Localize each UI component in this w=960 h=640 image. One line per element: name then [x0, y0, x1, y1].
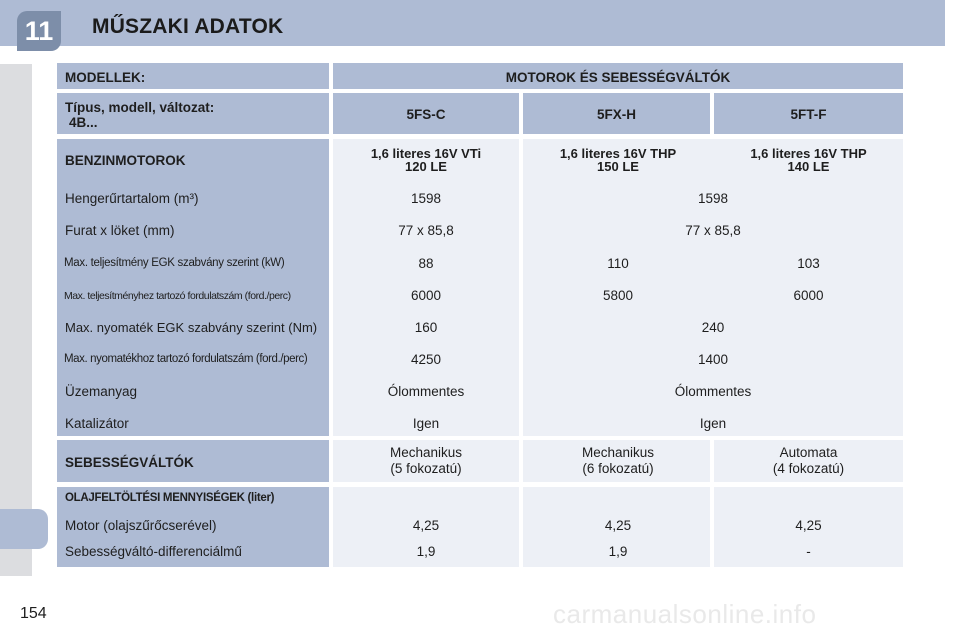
- gearbox-cell-3: [714, 440, 903, 482]
- chapter-side-tab: [0, 509, 48, 549]
- chapter-badge: 11: [17, 11, 61, 51]
- row-label-torque: Max. nyomaték EGK szabvány szerint (Nm): [65, 320, 318, 335]
- type-label-cell: [57, 93, 329, 134]
- gearbox-cell-1: [333, 440, 519, 482]
- engine-name-line1: 1,6 literes 16V THP: [559, 146, 677, 161]
- value-cell: 4,25: [604, 518, 632, 533]
- models-label-cell: [57, 63, 329, 89]
- oil-values-col-1: [333, 487, 519, 567]
- row-label-catalyst: Katalizátor: [65, 416, 129, 431]
- row-label-fuel: Üzemanyag: [65, 384, 138, 399]
- page-title: MŰSZAKI ADATOK: [92, 15, 284, 38]
- type-code: 5FS-C: [406, 107, 446, 122]
- engine-name-line1: 1,6 literes 16V VTi: [370, 146, 482, 161]
- value-cell: 5800: [602, 288, 634, 303]
- value-cell: Ólommentes: [674, 384, 752, 399]
- gearbox-line1: Mechanikus: [389, 445, 463, 460]
- gearbox-line1: Automata: [779, 445, 838, 460]
- value-cell: 77 x 85,8: [398, 223, 454, 238]
- value-cell: 6000: [410, 288, 442, 303]
- value-cell: 4,25: [412, 518, 440, 533]
- value-cell: 1598: [697, 191, 729, 206]
- value-cell: 4250: [410, 352, 442, 367]
- row-label-bore-stroke: Furat x löket (mm): [65, 223, 175, 238]
- oil-values-col-2: [523, 487, 710, 567]
- value-cell: 1400: [697, 352, 729, 367]
- left-margin-strip: [0, 64, 32, 576]
- value-cell: 240: [701, 320, 725, 335]
- models-label: MODELLEK:: [65, 70, 146, 85]
- gearbox-line1: Mechanikus: [581, 445, 655, 460]
- engine-name: [714, 147, 903, 173]
- engine-name: [523, 147, 713, 173]
- gearbox-line2: (5 fokozatú): [390, 461, 462, 476]
- watermark: carmanualsonline.info: [553, 599, 817, 629]
- gearbox-line2: (6 fokozatú): [582, 461, 654, 476]
- value-cell: 1,9: [416, 544, 436, 559]
- header-notch: [945, 0, 960, 46]
- type-label-line2: 4B...: [69, 115, 98, 130]
- row-label-displacement: Hengerűrtartalom (m³): [65, 191, 199, 206]
- row-label-power: Max. teljesítmény EGK szabvány szerint (kW): [64, 257, 285, 269]
- value-cell: Ólommentes: [387, 384, 465, 399]
- oil-capacities-label: OLAJFELTÖLTÉSI MENNYISÉGEK (liter): [65, 492, 275, 504]
- value-cell: 77 x 85,8: [685, 223, 741, 238]
- gearbox-label: SEBESSÉGVÁLTÓK: [65, 455, 194, 470]
- type-code: 5FX-H: [596, 107, 636, 122]
- type-cell-1: [333, 93, 519, 134]
- engine-name: [333, 147, 519, 173]
- value-cell: 4,25: [795, 518, 822, 533]
- engine-name-line2: 140 LE: [787, 159, 830, 174]
- page-number: 154: [20, 605, 47, 622]
- value-cell: 110: [607, 256, 629, 271]
- oil-values-col-3: [714, 487, 903, 567]
- value-cell: 103: [797, 256, 820, 271]
- value-cell: Igen: [412, 416, 440, 431]
- type-cell-2: [523, 93, 710, 134]
- gearbox-type: [333, 445, 519, 477]
- petrol-engines-label: BENZINMOTOROK: [65, 153, 186, 168]
- gearbox-line2: (4 fokozatú): [772, 461, 845, 476]
- value-cell: Igen: [699, 416, 727, 431]
- row-label-power-rpm: Max. teljesítményhez tartozó fordulatszám (ford./perc): [64, 290, 291, 302]
- engine-name-line2: 120 LE: [405, 159, 447, 174]
- row-label-gearbox-oil: Sebességváltó-differenciálmű: [65, 544, 242, 559]
- value-cell: 160: [414, 320, 438, 335]
- engine-name-line1: 1,6 literes 16V THP: [750, 146, 867, 161]
- gearbox-type: [523, 445, 713, 477]
- type-cell-3: [714, 93, 903, 134]
- gearbox-cell-2: [523, 440, 710, 482]
- value-cell: 1,9: [608, 544, 628, 559]
- engines-header-cell: [333, 63, 903, 89]
- type-label-line1: Típus, modell, változat:: [65, 100, 215, 115]
- type-code: 5FT-F: [790, 107, 827, 122]
- value-cell: 6000: [793, 288, 824, 303]
- engines-header: MOTOROK ÉS SEBESSÉGVÁLTÓK: [505, 70, 731, 85]
- engine-name-line2: 150 LE: [597, 159, 639, 174]
- value-cell: 1598: [410, 191, 442, 206]
- gearbox-type: [714, 445, 903, 477]
- value-cell: 88: [418, 256, 434, 271]
- value-cell: -: [806, 544, 811, 559]
- row-label-torque-rpm: Max. nyomatékhoz tartozó fordulatszám (ford./perc): [64, 353, 308, 365]
- oil-label-column: [57, 487, 329, 567]
- row-label-engine-oil: Motor (olajszűrőcserével): [65, 518, 217, 533]
- gearbox-label-cell: [57, 440, 329, 482]
